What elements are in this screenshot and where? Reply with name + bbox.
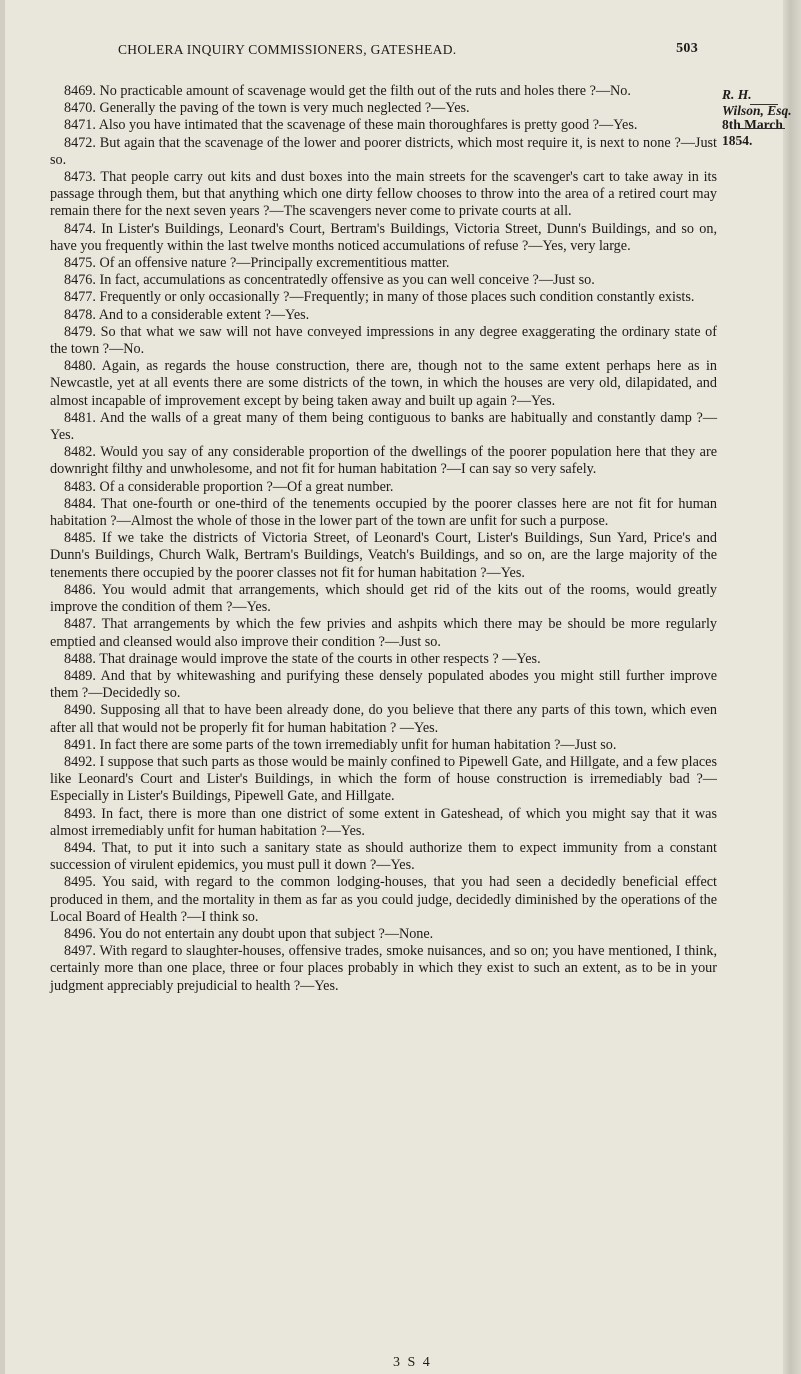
question-number: 8481. (64, 409, 96, 426)
paragraph (50, 616, 717, 650)
question-text: Supposing all that to have been already done, do you believe that there any parts of this town, which even after all that would not be properly fit for human habitation ? —Yes. (50, 702, 717, 736)
question-number: 8489. (64, 667, 96, 684)
paragraph (50, 806, 717, 840)
question-text: No practicable amount of scavenage would get the filth out of the ruts and holes there ?—No. (99, 83, 631, 99)
question-number: 8472. (64, 134, 96, 151)
question-number: 8477. (64, 289, 96, 306)
question-number: 8495. (64, 874, 96, 891)
page-right-edge (783, 0, 801, 1374)
question-text: And that by whitewashing and purifying these densely populated abodes you might still further improve them ?—Decidedly so. (50, 667, 717, 702)
page-number: 503 (676, 41, 698, 56)
question-number: 8496. (64, 925, 96, 942)
paragraph (50, 582, 717, 616)
question-text: In fact there are some parts of the town irremediably unfit for human habitation ?—Just so. (99, 736, 617, 753)
question-number: 8471. (64, 117, 96, 134)
question-text: But again that the scavenage of the lower and poorer districts, which most require it, is next to none ?—Just so. (50, 134, 718, 168)
question-text: And to a considerable extent ?—Yes. (98, 306, 310, 323)
paragraph (50, 169, 717, 221)
question-number: 8494. (64, 839, 96, 856)
question-text: Again, as regards the house construction, there are, though not to the same extent perhaps here as in Newcastle, yet at all events there are some districts of the town, in which the houses are very old, dilapidated, and almost incapable of improvement except by being taken away and built up again ?—Yes. (50, 358, 717, 409)
paragraph (50, 668, 717, 702)
question-text: That people carry out kits and dust boxes into the main streets for the scavenger's cart to take away in its passage through them, but that anything which one dirty fellow chooses to throw into the area of a retired court may remain there for the next seven years ?—The scavengers never come to private courts at all. (50, 169, 717, 220)
paragraph (50, 651, 717, 668)
sidenote-rule-short (750, 104, 778, 105)
question-number: 8474. (64, 220, 96, 237)
question-text: That one-fourth or one-third of the tenements occupied by the poorer classes here are not fit for human habitation ?—Almost the whole of those in the lower part of the town are unfit for such a purpose. (50, 495, 717, 530)
question-text: And the walls of a great many of them being contiguous to banks are habitually and constantly damp ?—Yes. (50, 409, 718, 444)
witness-sidenote: R. H. Wilson, Esq. (722, 87, 792, 118)
paragraph (50, 926, 717, 943)
question-number: 8491. (64, 736, 96, 753)
question-number: 8476. (64, 272, 96, 289)
paragraph (50, 307, 717, 324)
paragraph (50, 272, 717, 289)
question-text: Would you say of any considerable proportion of the dwellings of the poorer population here that they are downright filthy and unwholesome, and not fit for human habitation ?—I can say so very safely. (50, 444, 717, 478)
paragraph (50, 100, 717, 117)
paragraph (50, 496, 717, 530)
question-number: 8469. (64, 83, 96, 99)
sidenote-rule-long (740, 128, 785, 129)
question-text: In fact, accumulations as concentratedly offensive as you can well conceive ?—Just so. (99, 272, 595, 289)
testimony-body (50, 83, 717, 995)
question-text: You would admit that arrangements, which should get rid of the kits out of the rooms, would greatly improve the condition of them ?—Yes. (50, 581, 717, 616)
question-text: Of an offensive nature ?—Principally excrementitious matter. (99, 255, 450, 272)
signature-mark: 3 S 4 (393, 1355, 432, 1370)
question-number: 8490. (64, 702, 96, 719)
running-title: CHOLERA INQUIRY COMMISSIONERS, GATESHEAD. (118, 42, 457, 57)
question-number: 8484. (64, 495, 96, 512)
paragraph (50, 943, 717, 995)
question-text: In Lister's Buildings, Leonard's Court, Bertram's Buildings, Victoria Street, Dunn's Buildings, and so on, have you frequently within the last twelve months noticed accumulations of refuse ?—Yes, very large. (50, 220, 717, 254)
date-sidenote: 8th March 1854. (722, 117, 783, 148)
paragraph (50, 479, 717, 496)
question-number: 8473. (64, 169, 96, 186)
question-number: 8479. (64, 323, 96, 340)
question-number: 8482. (64, 444, 96, 461)
question-text: With regard to slaughter-houses, offensive trades, smoke nuisances, and so on; you have mentioned, I think, certainly more than one place, three or four places probably in which they exist to such an extent, as to be in your judgment appreciably prejudicial to health ?—Yes. (50, 943, 717, 994)
paragraph (50, 840, 717, 874)
question-number: 8485. (64, 530, 96, 547)
paragraph (50, 874, 717, 926)
question-text: You said, with regard to the common lodging-houses, that you had seen a decidedly beneficial effect produced in them, and the mortality in them as far as you could judge, decidedly diminished by the operations of the Local Board of Health ?—I think so. (50, 874, 717, 925)
question-number: 8497. (64, 943, 96, 960)
paragraph (50, 324, 717, 358)
question-number: 8488. (64, 650, 96, 667)
paragraph (50, 255, 717, 272)
page-left-edge (0, 0, 5, 1374)
question-text: In fact, there is more than one district of some extent in Gateshead, of which you might say that it was almost irremediably unfit for human habitation ?—Yes. (50, 805, 717, 839)
question-number: 8478. (64, 306, 96, 323)
question-text: Also you have intimated that the scavenage of these main thoroughfares is pretty good ?—Yes. (98, 117, 638, 134)
question-text: Of a considerable proportion ?—Of a great number. (99, 478, 394, 495)
question-number: 8470. (64, 100, 96, 117)
question-text: That arrangements by which the few privies and ashpits which there may be should be more regularly emptied and cleansed would also improve their condition ?—Just so. (50, 616, 717, 650)
question-text: If we take the districts of Victoria Street, of Leonard's Court, Lister's Buildings, Sun Yard, Price's and Dunn's Buildings, Church Walk, Bertram's Buildings, Veatch's Buildings, and so on, are the large majority of the tenements there occupied by the poorer classes not fit for human habitation ?—Yes. (50, 530, 718, 581)
paragraph (50, 702, 717, 736)
question-text: So that what we saw will not have conveyed impressions in any degree exaggerating the ordinary state of the town ?—No. (50, 323, 718, 358)
paragraph (50, 135, 717, 169)
question-text: Generally the paving of the town is very much neglected ?—Yes. (99, 100, 470, 117)
question-text: That drainage would improve the state of the courts in other respects ? —Yes. (99, 650, 541, 667)
paragraph (50, 221, 717, 255)
paragraph (50, 83, 717, 100)
paragraph (50, 737, 717, 754)
paragraph (50, 289, 717, 306)
question-number: 8483. (64, 478, 96, 495)
question-number: 8487. (64, 616, 96, 633)
question-number: 8492. (64, 753, 96, 770)
paragraph (50, 530, 717, 582)
question-number: 8493. (64, 805, 96, 822)
question-number: 8475. (64, 255, 96, 272)
question-text: I suppose that such parts as those would be mainly confined to Pipewell Gate, and Hillgate, and a few places like Leonard's Court and Lister's Buildings, in which the form of house construction is irremediably bad ?—Especially in Lister's Buildings, Pipewell Gate, and Hillgate. (50, 753, 717, 805)
paragraph (50, 444, 717, 478)
question-text: Frequently or only occasionally ?—Frequently; in many of those places such condition constantly exists. (99, 289, 695, 306)
paragraph (50, 358, 717, 410)
paragraph (50, 754, 717, 806)
paragraph (50, 117, 717, 134)
paragraph (50, 410, 717, 444)
question-number: 8480. (64, 358, 96, 375)
question-text: That, to put it into such a sanitary state as should authorize them to expect immunity from a constant succession of virulent epidemics, you must pull it down ?—Yes. (50, 839, 717, 874)
question-text: You do not entertain any doubt upon that subject ?—None. (98, 925, 434, 942)
question-number: 8486. (64, 581, 96, 598)
